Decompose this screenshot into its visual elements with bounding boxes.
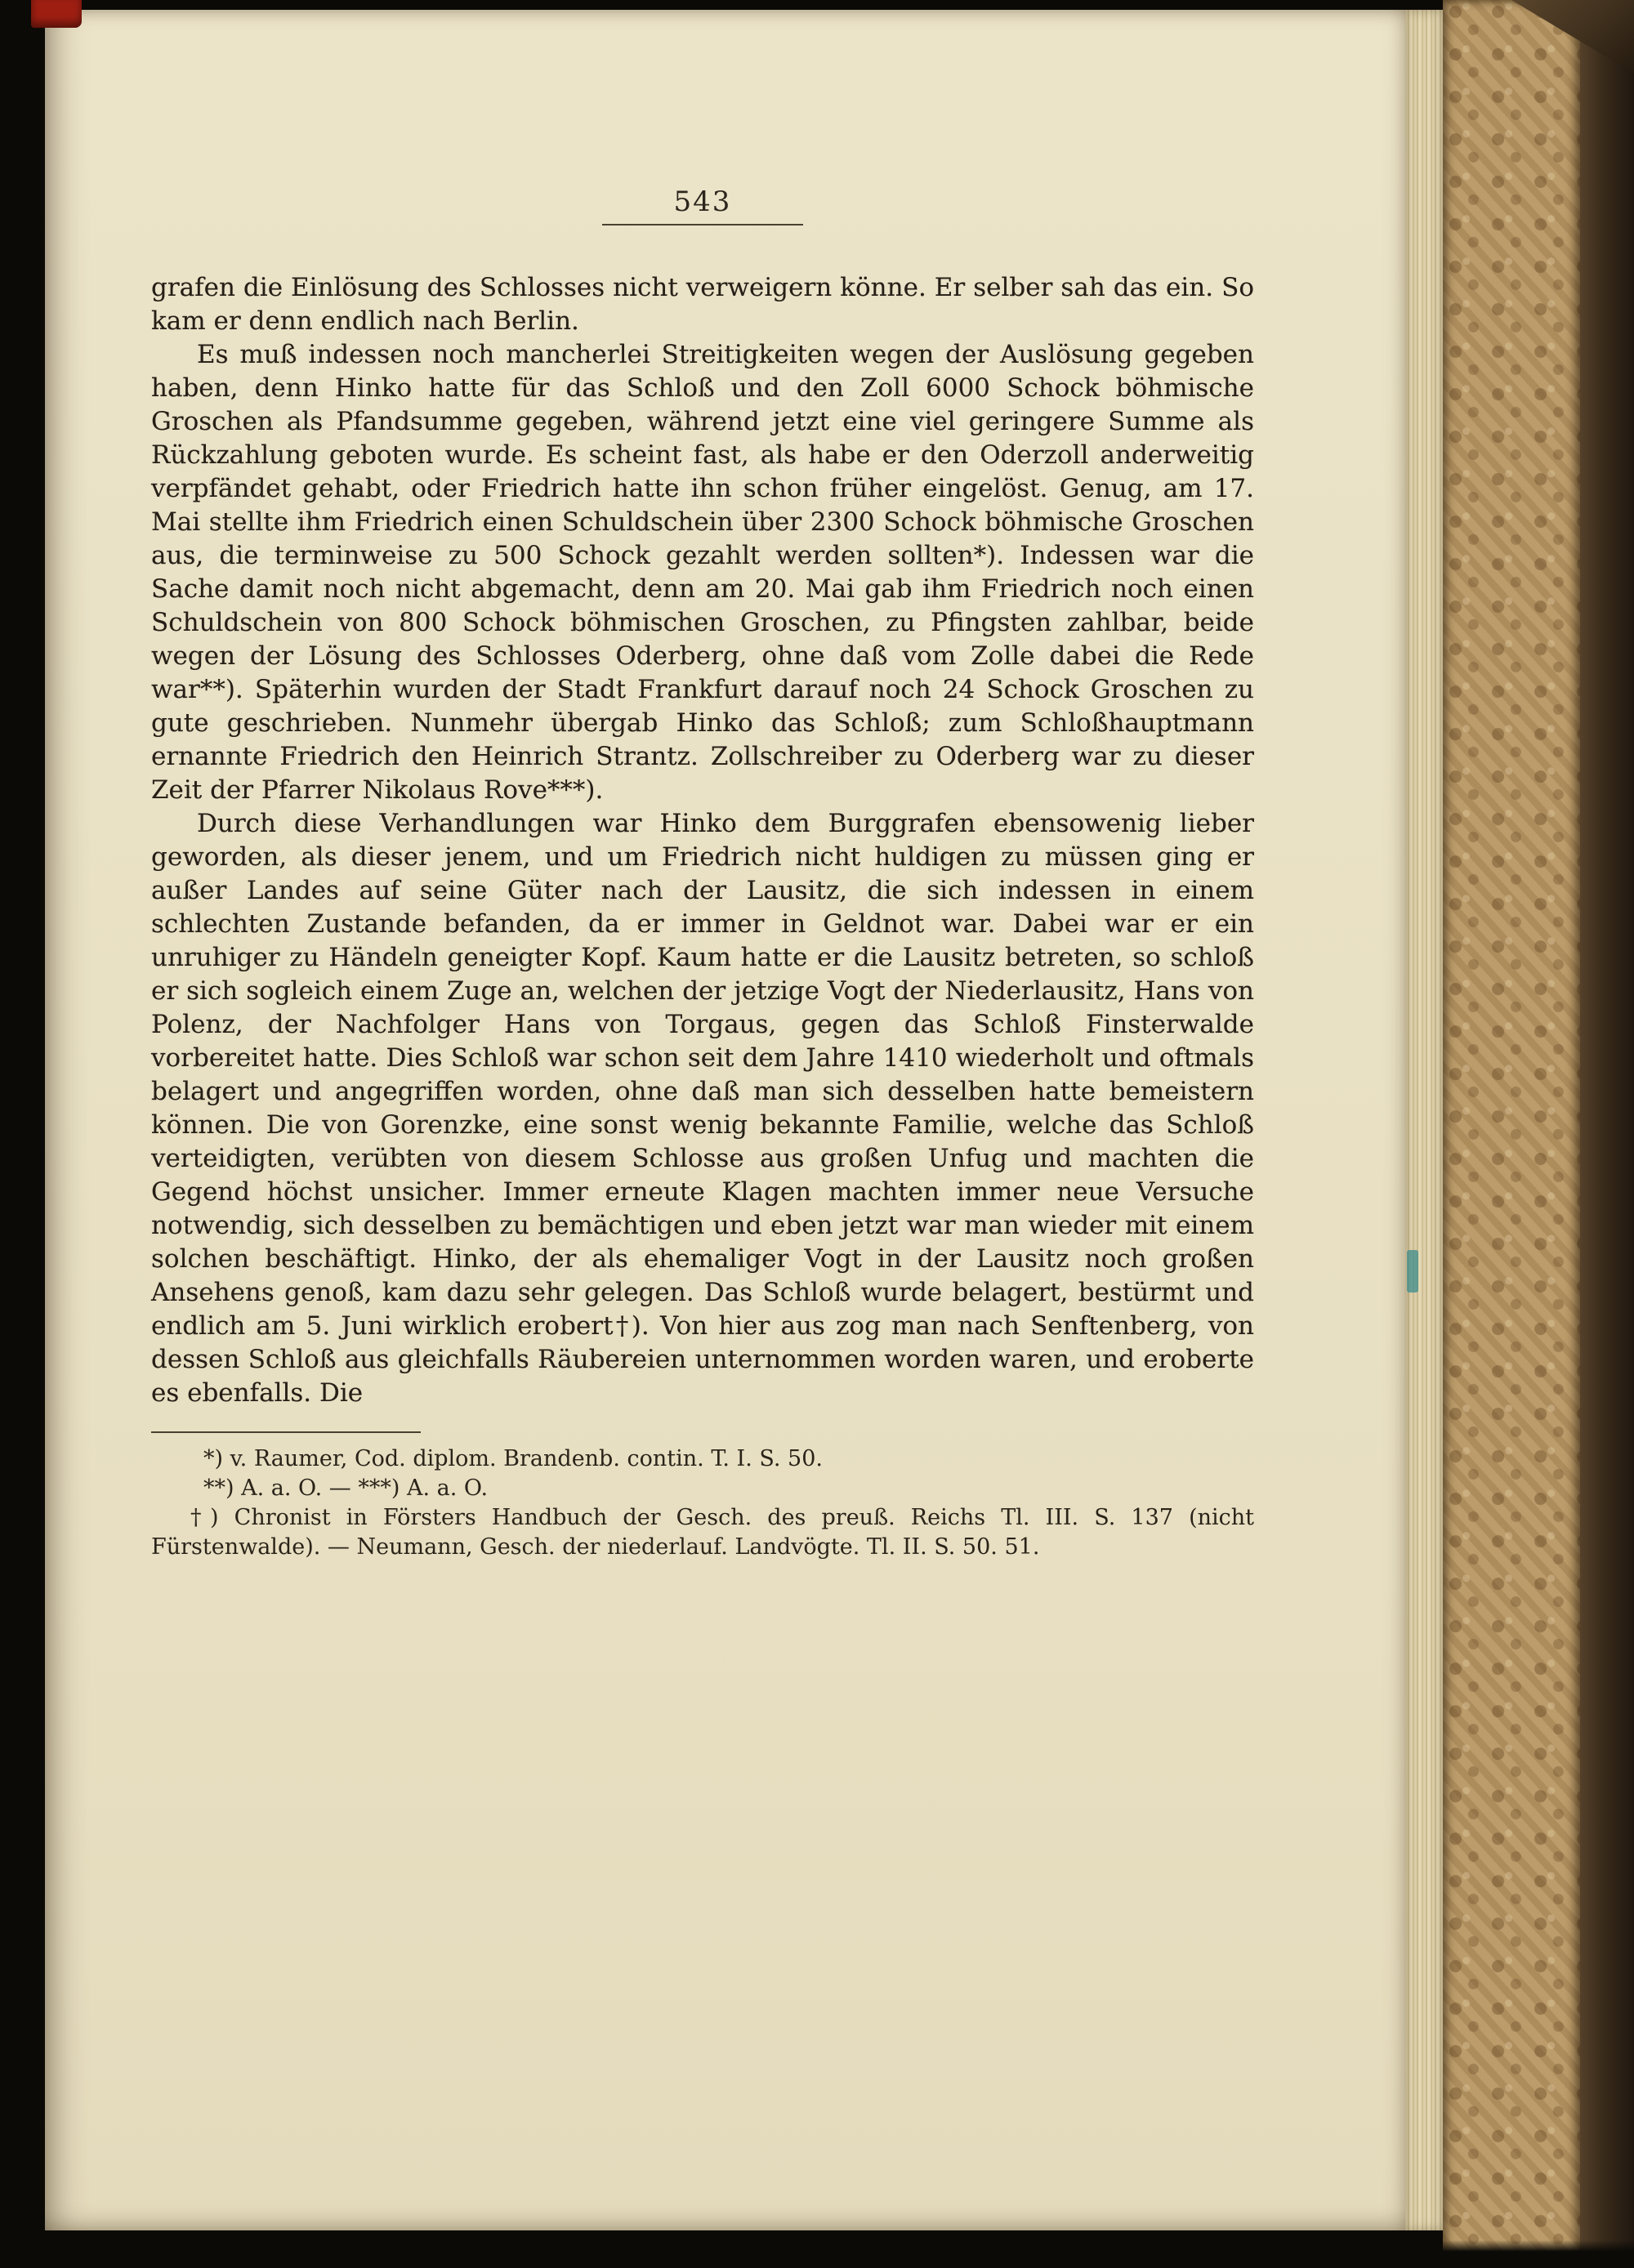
book-cover-edge xyxy=(1580,0,1634,2268)
red-label-mark xyxy=(31,0,82,28)
footnote: **) A. a. O. — ***) A. a. O. xyxy=(203,1476,489,1501)
footnote: †) Chronist in Försters Handbuch der Gesch. des preuß. Reichs Tl. III. S. 137 (nicht Fürstenwalde). — Neumann, Gesch. der niederlauf. Landvögte. Tl. II. S. 50. 51. xyxy=(151,1505,1254,1560)
bottom-shadow xyxy=(0,2240,1634,2268)
body-paragraph: Durch diese Verhandlungen war Hinko dem Burggrafen ebensowenig lieber geworden, als dieser jenem, und um Friedrich nicht huldigen zu müssen ging er außer Landes auf seine Güter nach der Lausitz, die sich indessen in einem schlechten Zustande befanden, da er immer in Geldnot war. Dabei war er ein unruhiger zu Händeln geneigter Kopf. Kaum hatte er die Lausitz betreten, so schloß er sich sogleich einem Zuge an, welchen der jetzige Vogt der Niederlausitz, Hans von Polenz, der Nachfolger Hans von Torgaus, gegen das Schloß Finsterwalde vorbereitet hatte. Dies Schloß war schon seit dem Jahre 1410 wiederholt und oftmals belagert und angegriffen worden, ohne daß man sich desselben hatte bemeistern können. Die von Gorenzke, eine sonst wenig bekannte Familie, welche das Schloß verteidigten, verübten von diesem Schlosse aus großen Unfug und machten die Gegend höchst unsicher. Immer erneute Klagen machten immer neue Versuche notwendig, sich desselben zu bemächtigen und eben jetzt war man wieder mit einem solchen beschäftigt. Hinko, der als ehemaliger Vogt in der Lausitz noch großen Ansehens genoß, kam dazu sehr gelegen. Das Schloß wurde belagert, bestürmt und endlich am 5. Juni wirklich erobert†). Von hier aus zog man nach Senftenberg, von dessen Schloß aus gleichfalls Räubereien unternommen worden waren, und eroberte es ebenfalls. Die xyxy=(151,809,1254,1408)
book-page xyxy=(45,10,1405,2230)
page-number: 543 xyxy=(602,188,804,225)
footnote-separator xyxy=(151,1431,421,1433)
body-paragraph: Es muß indessen noch mancherlei Streitigkeiten wegen der Auslösung gegeben haben, denn Hinko hatte für das Schloß und den Zoll 6000 Schock böhmische Groschen als Pfandsumme gegeben, während jetzt eine viel geringere Summe als Rückzahlung geboten wurde. Es scheint fast, als habe er den Oderzoll anderweitig verpfändet gehabt, oder Friedrich hatte ihn schon früher eingelöst. Genug, am 17. Mai stellte ihm Friedrich einen Schuldschein über 2300 Schock böhmische Groschen aus, die terminweise zu 500 Schock gezahlt werden sollten*). Indessen war die Sache damit noch nicht abgemacht, denn am 20. Mai gab ihm Friedrich noch einen Schuldschein von 800 Schock böhmischen Groschen, zu Pfingsten zahlbar, beide wegen der Lösung des Schlosses Oderberg, ohne daß vom Zolle dabei die Rede war**). Späterhin wurden der Stadt Frankfurt darauf noch 24 Schock Groschen zu gute geschrieben. Nunmehr übergab Hinko das Schloß; zum Schloßhauptmann ernannte Friedrich den Heinrich Strantz. Zollschreiber zu Oderberg war zu dieser Zeit der Pfarrer Nikolaus Rove***). xyxy=(151,340,1254,805)
body-text xyxy=(151,271,1254,1410)
page-edges xyxy=(1405,10,1443,2230)
footnotes xyxy=(151,1444,1254,1562)
footnote: *) v. Raumer, Cod. diplom. Brandenb. contin. T. I. S. 50. xyxy=(203,1446,823,1471)
teal-edge-mark xyxy=(1407,1250,1418,1292)
page-header xyxy=(151,185,1254,225)
decorated-endpaper-strip xyxy=(1443,0,1580,2268)
body-paragraph: grafen die Einlösung des Schlosses nicht verweigern könne. Er selber sah das ein. So kam er denn endlich nach Berlin. xyxy=(151,273,1254,336)
